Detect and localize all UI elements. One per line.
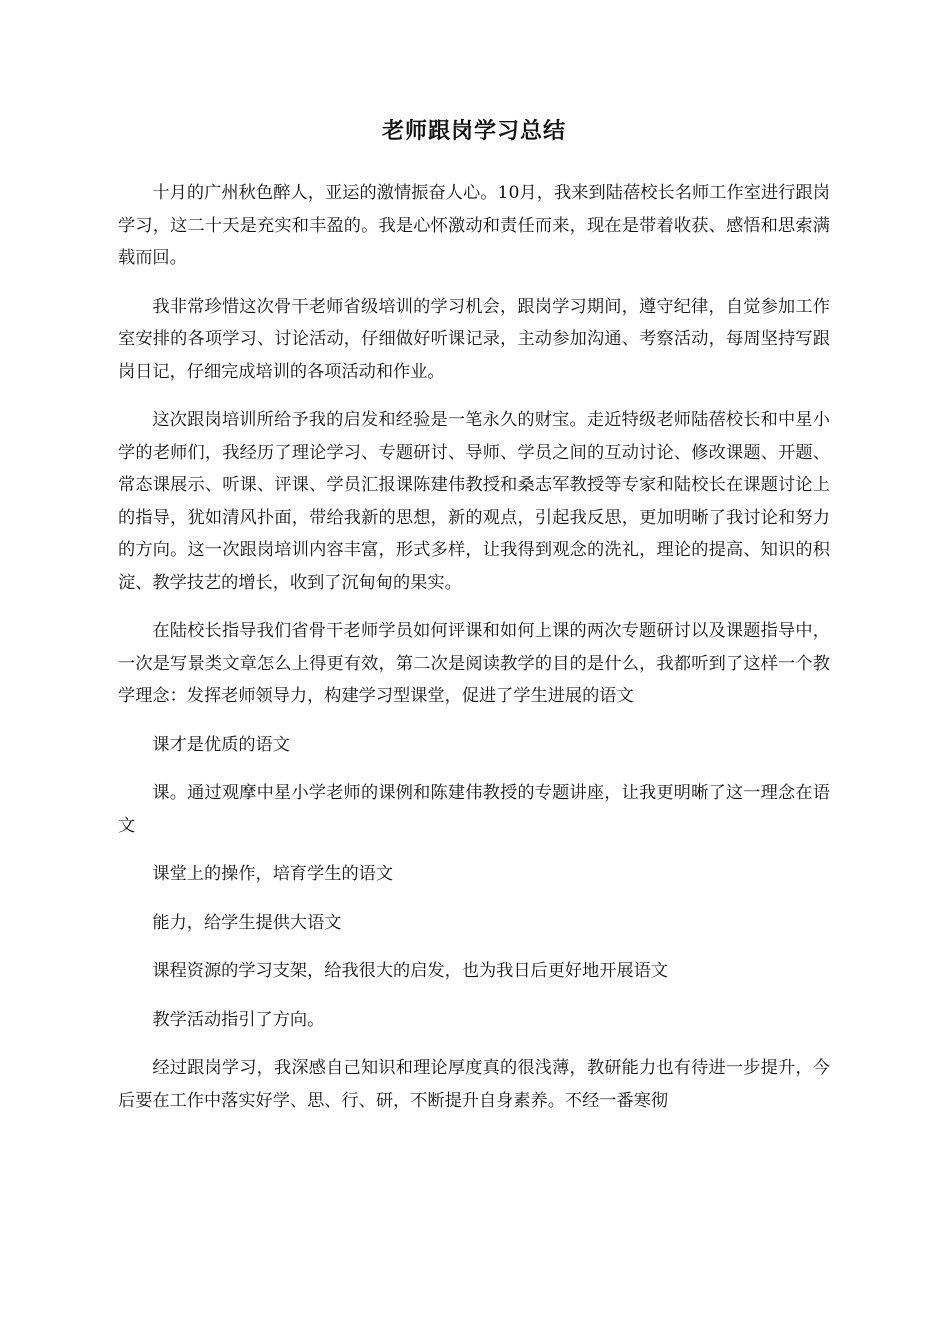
document-title: 老师跟岗学习总结 [381, 119, 566, 144]
paragraph: 课才是优质的语文 [152, 734, 290, 755]
paragraph: 经过跟岗学习，我深感自己知识和理论厚度真的很浅薄，教研能力也有待进一步提升，今后要在工作中落实好学、思、行、研，不断提升自身素养。不经一番寒彻 [118, 1058, 830, 1111]
paragraph: 教学活动指引了方向。 [152, 1009, 325, 1030]
paragraph: 课。通过观摩中星小学老师的课例和陈建伟教授的专题讲座，让我更明晰了这一理念在语文 [118, 783, 830, 836]
paragraph: 十月的广州秋色醉人，亚运的激情振奋人心。10月，我来到陆蓓校长名师工作室进行跟岗学习，这二十天是充实和丰盈的。我是心怀激动和责任而来，现在是带着收获、感悟和思索满载而回。 [118, 183, 830, 268]
paragraph: 在陆校长指导我们省骨干老师学员如何评课和如何上课的两次专题研讨以及课题指导中，一次是写景类文章怎么上得更有效，第二次是阅读教学的目的是什么，我都听到了这样一个教学理念：发挥老师领导力，构建学习型课堂，促进了学生进展的语文 [118, 621, 830, 706]
paragraph: 这次跟岗培训所给予我的启发和经验是一笔永久的财宝。走近特级老师陆蓓校长和中星小学的老师们，我经历了理论学习、专题研讨、导师、学员之间的互动讨论、修改课题、开题、常态课展示、听课、评课、学员汇报课陈建伟教授和桑志军教授等专家和陆校长在课题讨论上的指导，犹如清风扑面，带给我新的思想，新的观点，引起我反思，更加明晰了我讨论和努力的方向。这一次跟岗培训内容丰富，形式多样，让我得到观念的洗礼，理论的提高、知识的积淀、教学技艺的增长，收到了沉甸甸的果实。 [118, 410, 830, 593]
document-page [118, 112, 830, 1133]
paragraph: 能力，给学生提供大语文 [152, 912, 342, 933]
paragraph: 我非常珍惜这次骨干老师省级培训的学习机会，跟岗学习期间，遵守纪律，自觉参加工作室安排的各项学习、讨论活动，仔细做好听课记录，主动参加沟通、考察活动，每周坚持写跟岗日记，仔细完成培训的各项活动和作业。 [118, 296, 830, 382]
paragraph: 课程资源的学习支架，给我很大的启发，也为我日后更好地开展语文 [152, 961, 669, 981]
paragraph: 课堂上的操作，培育学生的语文 [152, 864, 394, 884]
